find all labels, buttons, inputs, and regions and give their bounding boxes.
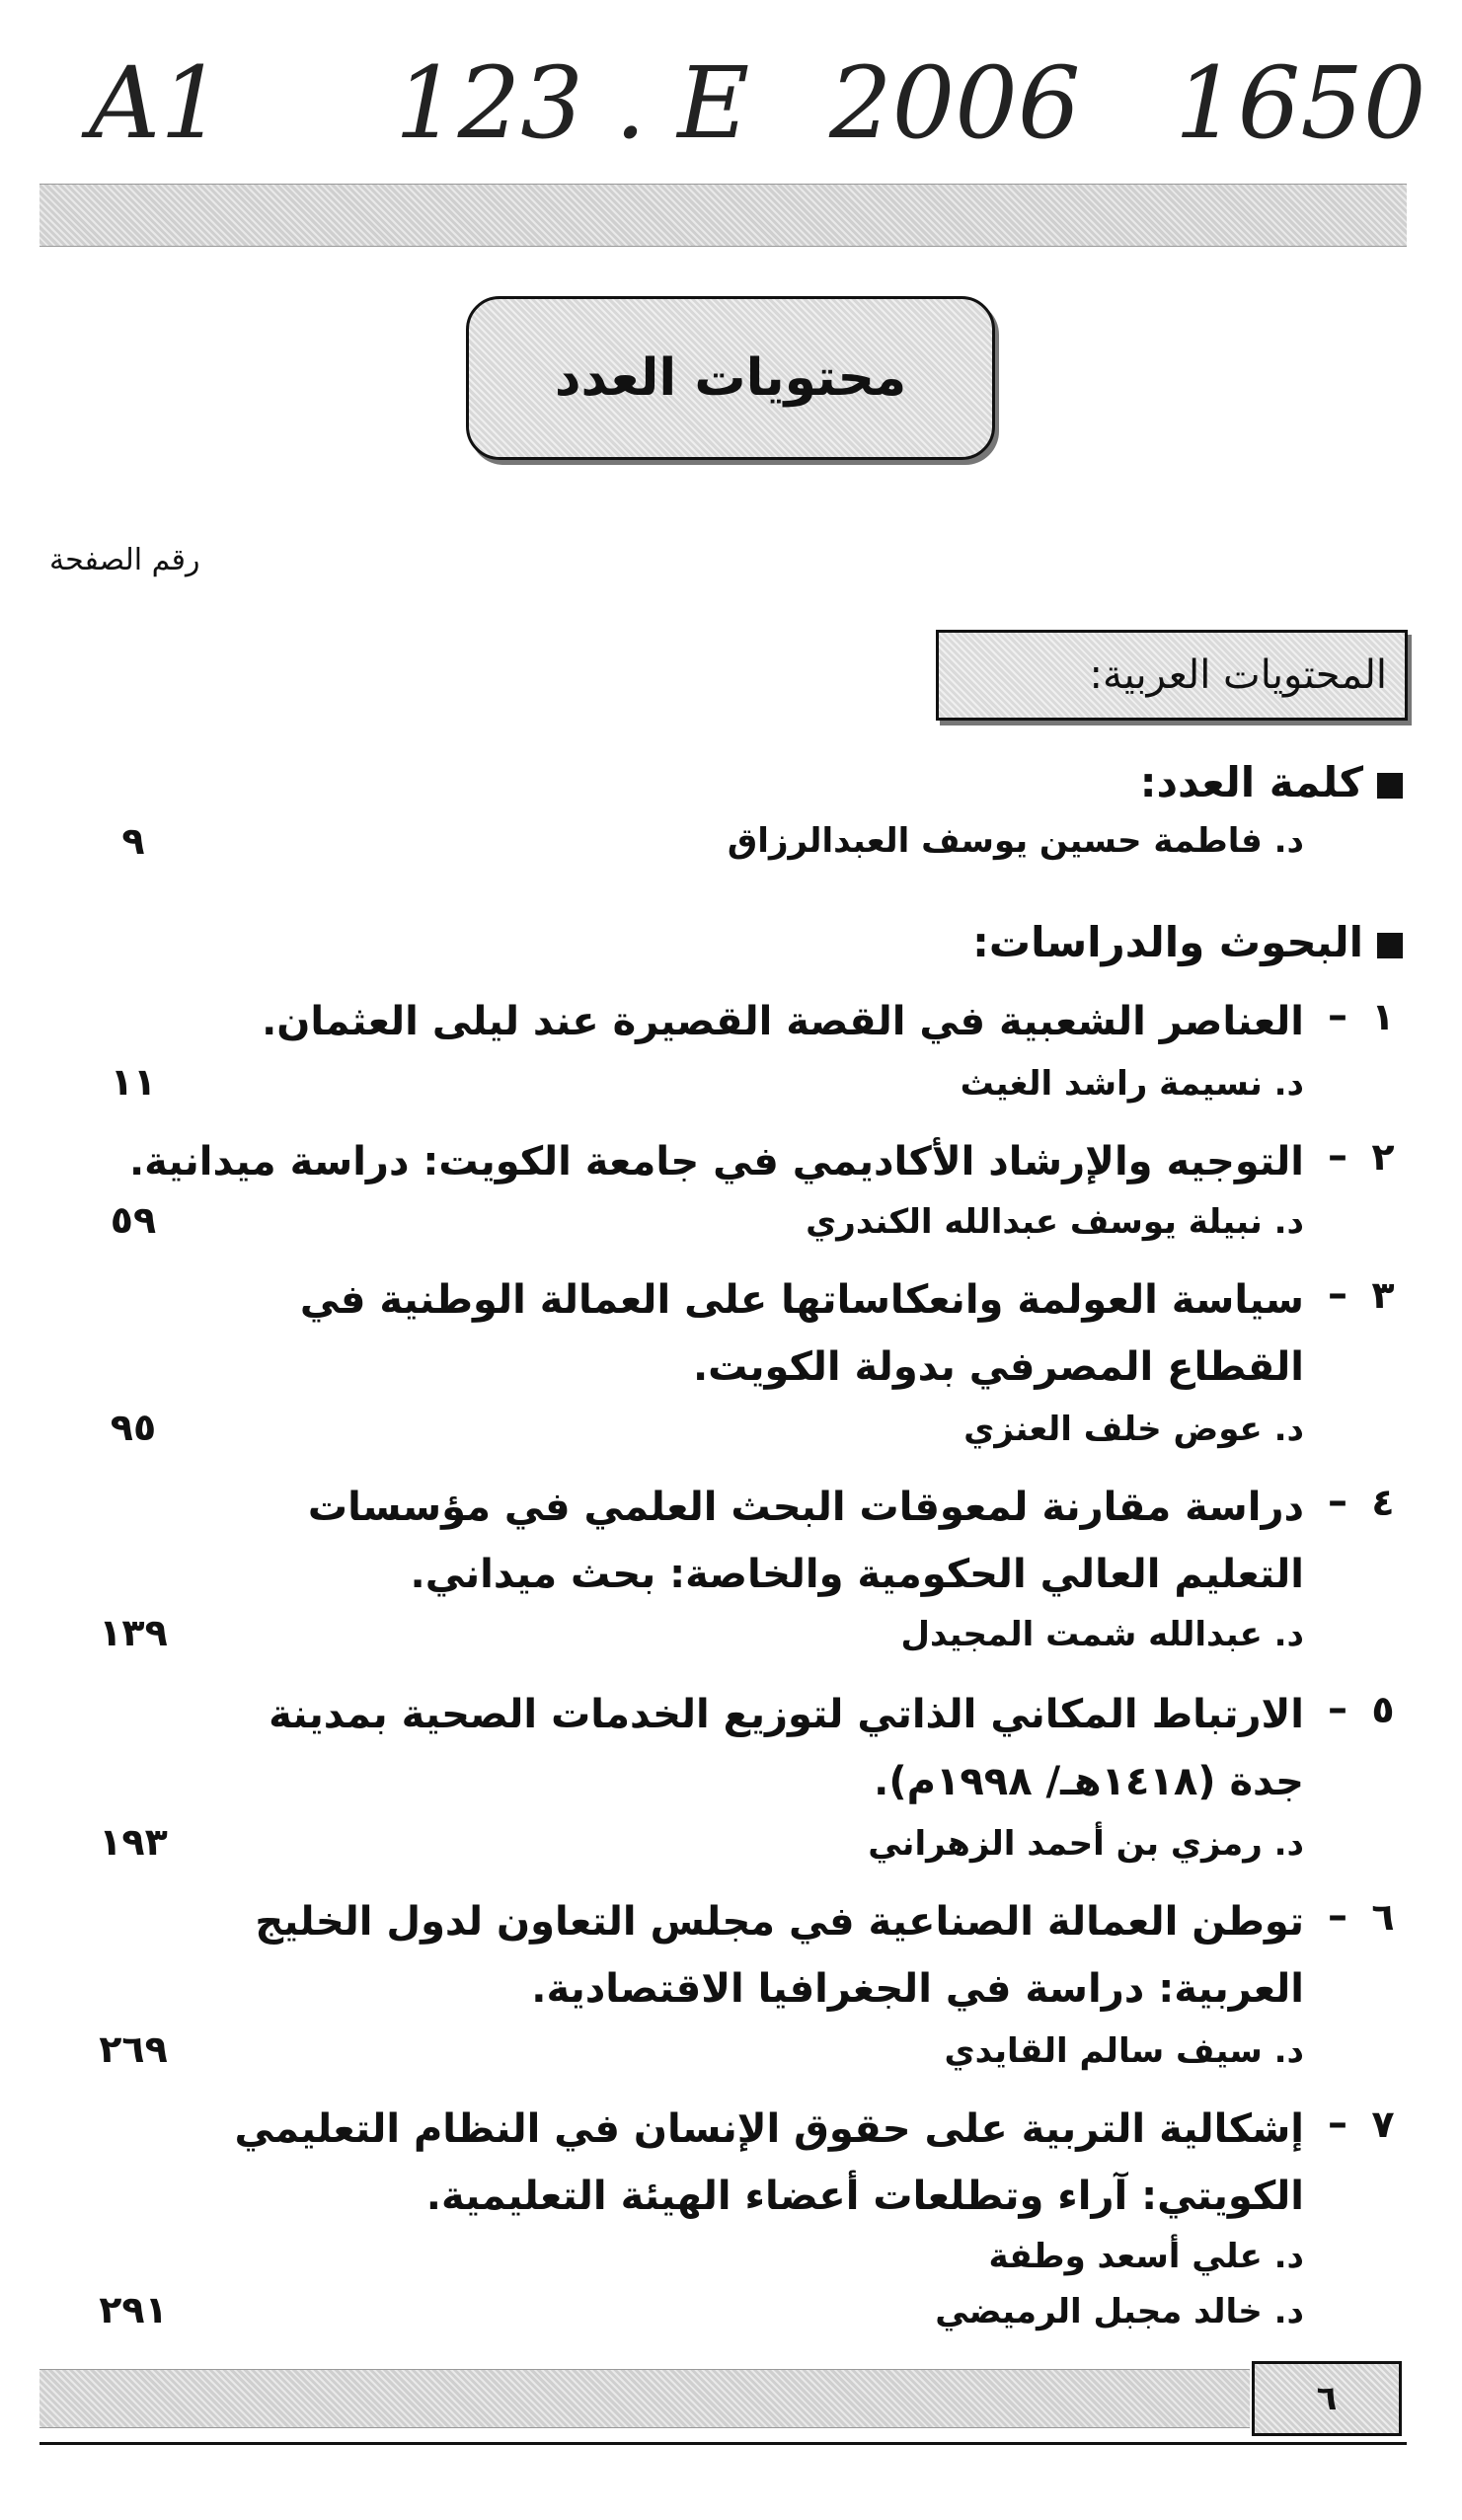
entry-page: ١٩٣: [99, 1820, 168, 1864]
editorial-page: ٩: [121, 819, 145, 863]
entry-title-line: سياسة العولمة وانعكاساتها على العمالة الوطنية في: [299, 1277, 1304, 1323]
entry-author: د. رمزي بن أحمد الزهراني: [868, 1824, 1304, 1864]
entry-number: ٣: [1371, 1273, 1395, 1317]
entry-page: ٩٥: [110, 1406, 157, 1449]
footer-rule: [39, 2442, 1407, 2445]
entry-author: د. سيف سالم القايدي: [944, 2031, 1304, 2071]
entry-number: ٦: [1371, 1895, 1395, 1939]
entry-page: ٥٩: [110, 1198, 157, 1242]
entry-author: د. خالد مجبل الرميضي: [935, 2292, 1304, 2331]
entry-title-line: العناصر الشعبية في القصة القصيرة عند ليلى العثمان.: [262, 999, 1304, 1044]
footer-band: [39, 2369, 1250, 2428]
entry-dash: –: [1328, 1479, 1347, 1524]
entry-title-line: توطن العمالة الصناعية في مجلس التعاون لدول الخليج: [255, 1899, 1304, 1945]
handwritten-code-1: A1: [89, 45, 223, 161]
entry-page: ٢٦٩: [99, 2027, 168, 2071]
footer-page-number: ٦: [1316, 2379, 1338, 2418]
entry-author: د. عبدالله شمت المجيدل: [900, 1615, 1304, 1654]
page-number-label: رقم الصفحة: [49, 543, 200, 577]
entry-dash: –: [1328, 1893, 1347, 1939]
entry-title-line: الارتباط المكاني الذاتي لتوزيع الخدمات الصحية بمدينة: [269, 1692, 1304, 1737]
editorial-author: د. فاطمة حسين يوسف العبدالرزاق: [727, 821, 1304, 861]
entry-number: ٢: [1371, 1135, 1395, 1179]
entry-page: ٢٩١: [99, 2288, 168, 2331]
entry-dash: –: [1328, 1271, 1347, 1317]
entry-title-line: التوجيه والإرشاد الأكاديمي في جامعة الكويت: دراسة ميدانية.: [128, 1139, 1304, 1184]
section-box: [936, 630, 1408, 721]
entry-dash: –: [1328, 1686, 1347, 1731]
top-band: [39, 184, 1407, 247]
entry-dash: –: [1328, 993, 1347, 1038]
handwritten-year: 2006: [829, 45, 1081, 161]
footer-page-box: [1252, 2361, 1402, 2436]
square-bullet-icon: [1377, 933, 1403, 958]
entry-title-line: القطاع المصرفي بدولة الكويت.: [692, 1344, 1304, 1390]
section-title: المحتويات العربية:: [1089, 652, 1387, 698]
entry-author: د. علي أسعد وطفة: [988, 2237, 1304, 2276]
entry-title-line: إشكالية التربية على حقوق الإنسان في النظام التعليمي: [234, 2106, 1304, 2152]
entry-title-line: التعليم العالي الحكومية والخاصة: بحث ميداني.: [410, 1552, 1304, 1597]
title-box: [466, 296, 995, 460]
entry-dash: –: [1328, 2100, 1347, 2146]
entry-dash: –: [1328, 1133, 1347, 1179]
entry-number: ٧: [1371, 2102, 1395, 2146]
entry-author: د. نبيلة يوسف عبدالله الكندري: [806, 1202, 1304, 1242]
research-heading: البحوث والدراسات:: [972, 918, 1403, 966]
editorial-heading: كلمة العدد:: [1140, 758, 1403, 806]
entry-number: ١: [1371, 995, 1395, 1038]
entry-page: ١٣٩: [99, 1611, 168, 1654]
entry-title-line: الكويتي: آراء وتطلعات أعضاء الهيئة التعليمية.: [425, 2174, 1304, 2219]
entry-title-line: العربية: دراسة في الجغرافيا الاقتصادية.: [531, 1966, 1304, 2012]
entry-title-line: جدة (١٤١٨هـ/ ١٩٩٨م).: [874, 1759, 1304, 1804]
handwritten-code-2: 123 . E: [395, 45, 750, 161]
entry-number: ٥: [1371, 1688, 1395, 1731]
entry-page: ١١: [110, 1060, 157, 1104]
page-title: محتويات العدد: [554, 348, 907, 408]
handwritten-number: 1650: [1175, 45, 1426, 161]
square-bullet-icon: [1377, 773, 1403, 799]
entry-author: د. نسيمة راشد الغيث: [960, 1064, 1304, 1104]
entry-author: د. عوض خلف العنزي: [963, 1410, 1304, 1449]
entry-number: ٤: [1371, 1481, 1395, 1524]
entry-title-line: دراسة مقارنة لمعوقات البحث العلمي في مؤسسات: [307, 1485, 1304, 1530]
